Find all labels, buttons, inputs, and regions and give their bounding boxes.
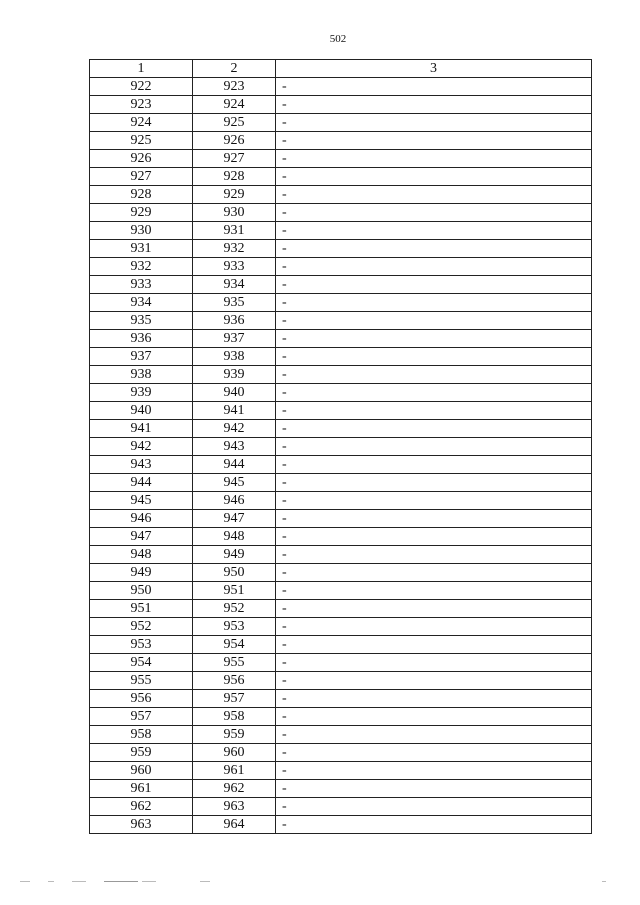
- table-cell-col-3: -: [276, 330, 592, 348]
- table-row: [90, 744, 592, 762]
- table-row: [90, 186, 592, 204]
- table-cell-col-1: 934: [90, 294, 193, 312]
- table-row: [90, 510, 592, 528]
- page-number: 502: [329, 33, 347, 45]
- table-cell-col-1: 944: [90, 474, 193, 492]
- table-cell-col-3: -: [276, 546, 592, 564]
- table-row: [90, 654, 592, 672]
- table-cell-col-3: -: [276, 780, 592, 798]
- table-cell-col-2: 941: [193, 402, 276, 420]
- table-cell-col-2: 931: [193, 222, 276, 240]
- table-cell-col-2: 964: [193, 816, 276, 834]
- table-cell-col-1: 939: [90, 384, 193, 402]
- table-row: [90, 528, 592, 546]
- table-cell-col-1: 961: [90, 780, 193, 798]
- table-cell-col-1: 935: [90, 312, 193, 330]
- table-cell-col-1: 931: [90, 240, 193, 258]
- header-row: [90, 60, 592, 78]
- table-cell-col-1: 924: [90, 114, 193, 132]
- table-cell-col-2: 950: [193, 564, 276, 582]
- table-row: [90, 276, 592, 294]
- table-cell-col-1: 930: [90, 222, 193, 240]
- table-cell-col-1: 940: [90, 402, 193, 420]
- table-row: [90, 690, 592, 708]
- table-cell-col-1: 958: [90, 726, 193, 744]
- table-cell-col-1: 947: [90, 528, 193, 546]
- table-cell-col-1: 953: [90, 636, 193, 654]
- table-cell-col-2: 933: [193, 258, 276, 276]
- table-cell-col-3: -: [276, 276, 592, 294]
- table-cell-col-2: 936: [193, 312, 276, 330]
- table-cell-col-3: -: [276, 726, 592, 744]
- table-cell-col-3: -: [276, 510, 592, 528]
- table-cell-col-1: 922: [90, 78, 193, 96]
- table-cell-col-3: -: [276, 672, 592, 690]
- table-cell-col-2: 929: [193, 186, 276, 204]
- table-cell-col-1: 929: [90, 204, 193, 222]
- table-cell-col-3: -: [276, 78, 592, 96]
- table-cell-col-3: -: [276, 186, 592, 204]
- table-cell-col-1: 951: [90, 600, 193, 618]
- table-cell-col-3: -: [276, 438, 592, 456]
- table-cell-col-3: -: [276, 420, 592, 438]
- table-cell-col-3: -: [276, 96, 592, 114]
- column-header-1: 1: [90, 60, 193, 78]
- table-cell-col-2: 935: [193, 294, 276, 312]
- table-cell-col-1: 938: [90, 366, 193, 384]
- table-cell-col-1: 923: [90, 96, 193, 114]
- table-cell-col-1: 957: [90, 708, 193, 726]
- table-row: [90, 798, 592, 816]
- table-cell-col-3: -: [276, 312, 592, 330]
- data-table: [89, 59, 592, 834]
- table-cell-col-1: 941: [90, 420, 193, 438]
- table-cell-col-2: 954: [193, 636, 276, 654]
- table-cell-col-1: 946: [90, 510, 193, 528]
- table-cell-col-1: 937: [90, 348, 193, 366]
- table-cell-col-3: -: [276, 762, 592, 780]
- table-cell-col-2: 939: [193, 366, 276, 384]
- table-row: [90, 420, 592, 438]
- table-row: [90, 330, 592, 348]
- table-row: [90, 456, 592, 474]
- table-cell-col-1: 956: [90, 690, 193, 708]
- table-cell-col-1: 959: [90, 744, 193, 762]
- table-row: [90, 762, 592, 780]
- table-cell-col-1: 954: [90, 654, 193, 672]
- table-cell-col-1: 949: [90, 564, 193, 582]
- table-row: [90, 546, 592, 564]
- table-row: [90, 402, 592, 420]
- table-row: [90, 114, 592, 132]
- table-cell-col-3: -: [276, 798, 592, 816]
- table-cell-col-3: -: [276, 204, 592, 222]
- table-row: [90, 636, 592, 654]
- table-row: [90, 474, 592, 492]
- table-cell-col-3: -: [276, 474, 592, 492]
- table-cell-col-2: 946: [193, 492, 276, 510]
- table-cell-col-2: 960: [193, 744, 276, 762]
- table-cell-col-3: -: [276, 564, 592, 582]
- table-row: [90, 312, 592, 330]
- table-cell-col-2: 932: [193, 240, 276, 258]
- table-cell-col-2: 937: [193, 330, 276, 348]
- table-cell-col-2: 944: [193, 456, 276, 474]
- table-cell-col-1: 927: [90, 168, 193, 186]
- column-header-2: 2: [193, 60, 276, 78]
- table-row: [90, 438, 592, 456]
- table-cell-col-2: 959: [193, 726, 276, 744]
- table-cell-col-2: 953: [193, 618, 276, 636]
- table-cell-col-1: 950: [90, 582, 193, 600]
- table-cell-col-2: 927: [193, 150, 276, 168]
- table-cell-col-1: 960: [90, 762, 193, 780]
- table-row: [90, 96, 592, 114]
- table-row: [90, 780, 592, 798]
- table-header: [90, 60, 592, 78]
- table-cell-col-2: 934: [193, 276, 276, 294]
- table-cell-col-3: -: [276, 168, 592, 186]
- table-row: [90, 240, 592, 258]
- table-cell-col-2: 940: [193, 384, 276, 402]
- table-cell-col-1: 948: [90, 546, 193, 564]
- table-row: [90, 600, 592, 618]
- table-row: [90, 222, 592, 240]
- table-cell-col-1: 928: [90, 186, 193, 204]
- table-cell-col-2: 951: [193, 582, 276, 600]
- table-row: [90, 150, 592, 168]
- table-cell-col-3: -: [276, 618, 592, 636]
- table-cell-col-2: 925: [193, 114, 276, 132]
- table-cell-col-3: -: [276, 654, 592, 672]
- table-cell-col-2: 957: [193, 690, 276, 708]
- table-cell-col-3: -: [276, 402, 592, 420]
- table-cell-col-3: -: [276, 114, 592, 132]
- table-cell-col-3: -: [276, 150, 592, 168]
- table-cell-col-3: -: [276, 294, 592, 312]
- table-cell-col-2: 943: [193, 438, 276, 456]
- table-cell-col-2: 949: [193, 546, 276, 564]
- table-row: [90, 384, 592, 402]
- table-cell-col-3: -: [276, 366, 592, 384]
- table-cell-col-2: 948: [193, 528, 276, 546]
- table-body: [90, 78, 592, 834]
- table-cell-col-3: -: [276, 240, 592, 258]
- table-cell-col-1: 945: [90, 492, 193, 510]
- table-cell-col-3: -: [276, 222, 592, 240]
- table-cell-col-1: 926: [90, 150, 193, 168]
- table-row: [90, 726, 592, 744]
- table-row: [90, 294, 592, 312]
- table-cell-col-3: -: [276, 456, 592, 474]
- table-row: [90, 708, 592, 726]
- table-cell-col-2: 945: [193, 474, 276, 492]
- table-cell-col-1: 952: [90, 618, 193, 636]
- table-row: [90, 78, 592, 96]
- table-cell-col-1: 942: [90, 438, 193, 456]
- table-cell-col-1: 933: [90, 276, 193, 294]
- table-cell-col-2: 928: [193, 168, 276, 186]
- table-cell-col-1: 962: [90, 798, 193, 816]
- table-cell-col-3: -: [276, 492, 592, 510]
- table-cell-col-3: -: [276, 816, 592, 834]
- table-cell-col-2: 952: [193, 600, 276, 618]
- table-cell-col-2: 956: [193, 672, 276, 690]
- table-cell-col-3: -: [276, 258, 592, 276]
- table-cell-col-2: 947: [193, 510, 276, 528]
- table-cell-col-2: 923: [193, 78, 276, 96]
- table-row: [90, 618, 592, 636]
- table-cell-col-3: -: [276, 744, 592, 762]
- table-cell-col-2: 963: [193, 798, 276, 816]
- table-row: [90, 492, 592, 510]
- table-row: [90, 132, 592, 150]
- table-cell-col-2: 942: [193, 420, 276, 438]
- table-row: [90, 816, 592, 834]
- table-cell-col-1: 925: [90, 132, 193, 150]
- table-row: [90, 582, 592, 600]
- table-cell-col-3: -: [276, 708, 592, 726]
- table-row: [90, 564, 592, 582]
- table-cell-col-3: -: [276, 636, 592, 654]
- table-cell-col-2: 955: [193, 654, 276, 672]
- table-cell-col-2: 938: [193, 348, 276, 366]
- table-cell-col-3: -: [276, 384, 592, 402]
- table-cell-col-2: 930: [193, 204, 276, 222]
- table-cell-col-2: 962: [193, 780, 276, 798]
- table-cell-col-1: 943: [90, 456, 193, 474]
- column-header-3: 3: [276, 60, 592, 78]
- table-row: [90, 258, 592, 276]
- table-cell-col-3: -: [276, 600, 592, 618]
- table-row: [90, 672, 592, 690]
- table-row: [90, 348, 592, 366]
- table-row: [90, 168, 592, 186]
- table-cell-col-3: -: [276, 690, 592, 708]
- table-cell-col-3: -: [276, 582, 592, 600]
- table-cell-col-1: 955: [90, 672, 193, 690]
- table-row: [90, 204, 592, 222]
- table-cell-col-1: 963: [90, 816, 193, 834]
- table-cell-col-3: -: [276, 528, 592, 546]
- table-cell-col-3: -: [276, 132, 592, 150]
- table-cell-col-3: -: [276, 348, 592, 366]
- scan-artifact: [0, 878, 640, 886]
- table-cell-col-2: 924: [193, 96, 276, 114]
- table-cell-col-1: 936: [90, 330, 193, 348]
- table-cell-col-2: 958: [193, 708, 276, 726]
- table-cell-col-2: 926: [193, 132, 276, 150]
- table-cell-col-2: 961: [193, 762, 276, 780]
- data-table-container: [89, 59, 592, 834]
- table-cell-col-1: 932: [90, 258, 193, 276]
- table-row: [90, 366, 592, 384]
